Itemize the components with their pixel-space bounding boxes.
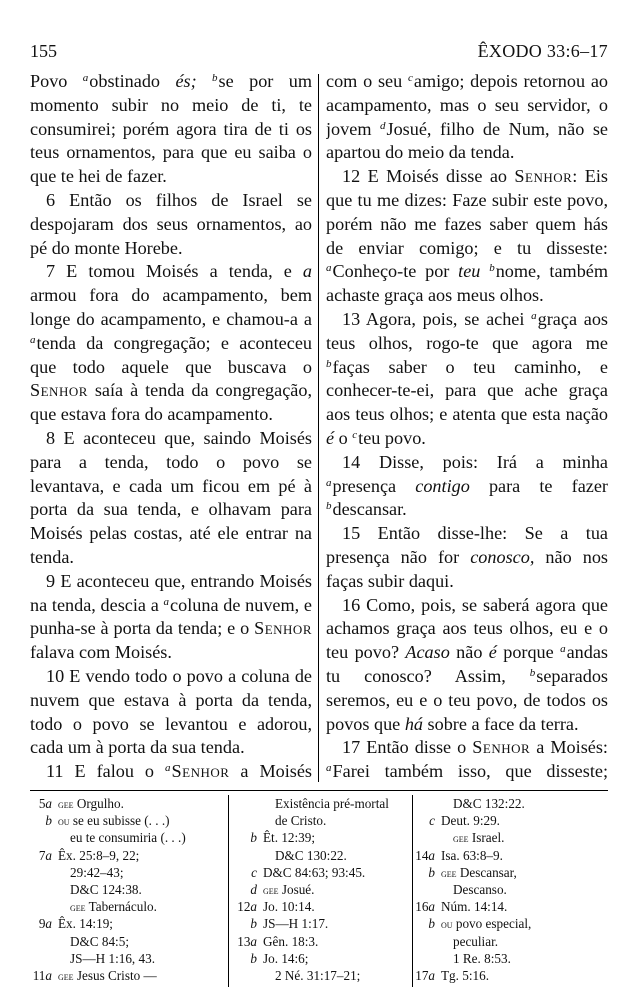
verse-text: é <box>326 427 335 448</box>
footnote-entry <box>235 864 425 881</box>
footnote-letter: b <box>428 864 435 880</box>
verse-paragraph <box>326 70 608 165</box>
verse-text: faças saber o teu caminho, e conhecer-te-ei, para que ache graça aos teus olhos; e atenta que esta nação <box>326 356 608 425</box>
verse-text: Povo <box>30 71 83 91</box>
verse-text: a Moisés: <box>530 737 608 758</box>
footnote-marker[interactable]: b <box>529 666 536 679</box>
footnote-marker[interactable]: a <box>82 72 89 84</box>
footnote-verse-number: 14 <box>415 847 429 863</box>
footnote-letter: b <box>250 950 257 966</box>
footnote-entry <box>413 915 608 932</box>
footnote-text[interactable]: Josué. <box>281 881 315 897</box>
column-divider <box>318 74 319 782</box>
footnote-text[interactable]: Existência pré-mortal <box>275 796 389 811</box>
verse-text: 6 Então os filhos de Israel se despojaram dos seus ornamentos, ao pé do monte Horebe. <box>30 189 312 258</box>
footnote-letter: b <box>250 916 257 932</box>
footnote-verse-number: 13 <box>237 933 251 949</box>
footnote-entry <box>30 847 226 864</box>
verse-text: obstinado <box>89 71 176 91</box>
footnote-entry <box>30 812 226 829</box>
footnote-marker[interactable]: b <box>326 357 332 370</box>
verse-text: amigo; depois retornou ao acampamento, mas o seu servidor, o jovem <box>326 71 608 139</box>
verse-text: graça aos teus olhos, rogo-te que agora me <box>326 308 608 353</box>
footnote-entry <box>30 829 226 846</box>
footnote-entry <box>413 881 608 898</box>
verse-text: falava com Moisés. <box>30 642 172 663</box>
footnotes <box>30 795 608 995</box>
footnote-text[interactable]: D&C 124:38. <box>70 881 142 897</box>
footnote-text[interactable]: Descansar, <box>459 864 517 880</box>
verse-text: 17 Então disse o <box>342 737 473 758</box>
verse-text: saía à tenda da congregação, que estava fora do acampamento. <box>30 380 312 425</box>
footnote-marker[interactable]: a <box>165 762 171 775</box>
scripture-page <box>30 0 608 1003</box>
verse-text: presença <box>332 475 416 496</box>
verse-paragraph <box>30 427 312 570</box>
footnote-guide-tag: gee <box>263 882 279 897</box>
verse-text: tenda da congregação; e aconteceu que todo aquele que buscava o <box>30 332 312 377</box>
footnote-entry <box>413 795 608 812</box>
footnote-text[interactable]: Êx. 25:8–9, 22; <box>58 847 140 863</box>
footnote-text[interactable]: Tabernáculo. <box>88 899 157 915</box>
footnote-text[interactable]: Orgulho. <box>76 796 124 811</box>
footnote-entry <box>413 864 608 881</box>
verse-text: és; <box>175 71 213 91</box>
footnote-label <box>237 933 257 950</box>
footnote-label <box>250 950 257 967</box>
footnote-text[interactable]: eu te consumiria (. . .) <box>70 830 186 846</box>
footnote-letter: a <box>45 967 52 983</box>
verse-text: conosco, <box>470 546 535 567</box>
footnote-marker[interactable]: c <box>352 428 358 441</box>
footnote-entry <box>235 967 425 984</box>
footnote-text[interactable]: de Cristo. <box>275 813 327 829</box>
footnote-text[interactable]: 1 Re. 8:53. <box>453 950 511 966</box>
footnote-divider <box>30 790 608 791</box>
footnote-marker[interactable]: a <box>531 309 537 322</box>
footnote-verse-number: 11 <box>32 967 46 983</box>
verse-text: armou fora do acampamento, bem longe do acampamento, e chamou-a a <box>30 285 312 329</box>
footnote-entry <box>235 950 425 967</box>
footnote-entry <box>235 898 425 915</box>
footnote-label <box>45 812 52 829</box>
verse-text: 13 Agora, pois, se achei <box>342 308 532 329</box>
footnote-column-divider <box>228 795 229 987</box>
verse-paragraph <box>326 522 608 593</box>
verse-text: 10 E vendo todo o povo a coluna de nuvem que estava à porta da tenda, todo o povo se levantou e adorou, cada um à porta da sua tenda. <box>30 665 312 758</box>
footnote-label <box>429 812 435 829</box>
footnote-text[interactable]: 2 Né. 31:17–21; <box>275 967 361 983</box>
footnote-text[interactable]: Jesus Cristo — <box>76 967 157 983</box>
footnote-letter: a <box>428 967 435 983</box>
footnote-label <box>250 829 257 846</box>
footnote-entry <box>235 915 425 932</box>
footnote-label <box>415 967 435 984</box>
verse-paragraph <box>326 594 608 737</box>
footnote-text[interactable]: Núm. 14:14. <box>441 899 508 915</box>
footnote-text[interactable]: Jo. 14:6; <box>263 950 309 966</box>
divine-name: Senhor <box>472 737 531 758</box>
footnote-entry <box>413 847 608 864</box>
verse-paragraph <box>30 189 312 260</box>
footnote-entry <box>30 898 226 915</box>
footnote-text[interactable]: Israel. <box>471 830 505 846</box>
footnote-text[interactable]: JS—H 1:16, 43. <box>70 950 155 966</box>
footnote-letter: c <box>429 813 435 829</box>
footnote-marker[interactable]: c <box>408 72 413 84</box>
verse-text: 14 Disse, pois: Irá a minha <box>342 451 608 472</box>
verse-text: porque <box>496 642 561 663</box>
divine-name: Senhor <box>514 166 573 187</box>
chapter-reference: ÊXODO 33:6–17 <box>477 41 608 61</box>
footnote-text[interactable]: se eu subisse (. . .) <box>72 813 170 829</box>
footnote-label <box>39 795 52 812</box>
footnote-text[interactable]: Tg. 5:16. <box>441 967 489 983</box>
footnote-entry <box>30 967 226 984</box>
footnote-entry <box>30 933 226 950</box>
verse-text: 9 E aconteceu que, entrando Moisés na tenda, descia a <box>30 570 312 615</box>
verse-paragraph <box>30 665 312 760</box>
footnote-label <box>33 967 52 984</box>
footnote-guide-tag: gee <box>58 968 74 983</box>
footnote-text[interactable]: povo especial, <box>455 916 532 932</box>
verse-paragraph <box>326 165 608 308</box>
verse-text: a <box>302 261 312 282</box>
footnote-letter: d <box>250 881 257 897</box>
footnote-column-2 <box>235 795 425 984</box>
footnote-marker[interactable]: b <box>489 262 495 275</box>
verse-text: a Moisés <box>229 761 312 782</box>
footnote-verse-number: 12 <box>237 899 251 915</box>
footnote-label <box>415 847 435 864</box>
footnote-marker[interactable]: a <box>326 476 332 489</box>
footnote-guide-tag: gee <box>70 900 86 915</box>
left-text-column <box>30 70 312 785</box>
verse-text: 11 E falou o <box>46 761 166 782</box>
footnote-text[interactable]: D&C 84:5; <box>70 933 129 949</box>
footnote-entry <box>30 864 226 881</box>
footnote-text[interactable]: Gên. 18:3. <box>263 933 319 949</box>
footnote-text[interactable]: D&C 130:22. <box>275 847 347 863</box>
footnote-verse-number: 9 <box>38 916 46 932</box>
footnote-text[interactable]: Jo. 10:14. <box>263 899 315 915</box>
verse-text: sobre a face da terra. <box>423 713 579 734</box>
footnote-letter: a <box>250 933 257 949</box>
verse-text: o <box>334 427 353 448</box>
footnote-entry <box>30 915 226 932</box>
footnote-text[interactable]: D&C 84:63; 93:45. <box>263 864 366 880</box>
verse-text: há <box>404 713 423 734</box>
footnote-marker[interactable]: a <box>30 333 36 346</box>
footnote-guide-tag: ou <box>58 814 70 829</box>
verse-text: separados seremos, eu e o teu povo, de todos os povos que <box>326 665 608 734</box>
verse-text: Conheço-te por <box>332 261 459 282</box>
footnote-entry <box>30 795 226 812</box>
footnote-entry <box>413 812 608 829</box>
footnote-label <box>237 898 257 915</box>
verse-text: 12 E Moisés disse ao <box>342 166 515 187</box>
divine-name: Senhor <box>171 761 230 782</box>
text-columns <box>30 70 608 785</box>
footnote-entry <box>235 933 425 950</box>
footnote-label <box>428 915 435 932</box>
footnote-column-3 <box>413 795 608 984</box>
divine-name: Senhor <box>254 618 312 639</box>
verse-paragraph <box>326 736 608 785</box>
footnote-text[interactable]: Deut. 9:29. <box>441 813 500 829</box>
footnote-entry <box>413 967 608 984</box>
footnote-guide-tag: gee <box>441 865 457 880</box>
footnote-entry <box>235 881 425 898</box>
footnote-marker[interactable]: a <box>163 595 170 608</box>
footnote-text[interactable]: Êt. 12:39; <box>263 830 316 846</box>
footnote-label <box>39 915 52 932</box>
verse-paragraph <box>30 260 312 427</box>
footnote-verse-number: 7 <box>38 847 46 863</box>
verse-text: para te fazer <box>469 475 608 496</box>
footnote-label <box>250 915 257 932</box>
verse-paragraph <box>30 760 312 785</box>
verse-text: Josué, filho de Num, não se apartou do meio da tenda. <box>326 118 608 163</box>
footnote-entry <box>235 829 425 846</box>
footnote-verse-number: 5 <box>38 796 46 811</box>
verse-text: 7 E tomou Moisés a tenda, e <box>46 261 303 282</box>
page-number: 155 <box>30 41 57 61</box>
verse-paragraph <box>30 570 312 665</box>
footnote-letter: c <box>251 864 257 880</box>
footnote-marker[interactable]: a <box>326 762 332 775</box>
footnote-text[interactable]: Êx. 14:19; <box>58 916 113 932</box>
footnote-entry <box>235 795 425 812</box>
footnote-entry <box>30 881 226 898</box>
verse-text: não <box>449 642 489 663</box>
verse-paragraph <box>326 451 608 522</box>
footnote-letter: b <box>428 916 435 932</box>
verse-text: com o seu <box>326 71 408 91</box>
right-text-column <box>326 70 608 785</box>
verse-text: contigo <box>415 475 470 496</box>
footnote-letter: a <box>45 916 52 932</box>
footnote-marker[interactable]: a <box>326 262 332 275</box>
footnote-entry <box>235 847 425 864</box>
footnote-text[interactable]: Isa. 63:8–9. <box>441 847 503 863</box>
verse-text: Acaso <box>405 642 450 663</box>
footnote-verse-number: 17 <box>415 967 429 983</box>
footnote-guide-tag: ou <box>441 917 453 932</box>
verse-text: 15 Então disse-lhe: Se a tua presença não for <box>326 523 608 567</box>
footnote-entry <box>30 950 226 967</box>
footnote-text[interactable]: 29:42–43; <box>70 864 124 880</box>
verse-text: : Eis que tu me dizes: Faze subir este povo, porém não me fazes saber quem hás de enviar comigo; e tu disseste: <box>326 166 608 258</box>
verse-text: nome, também achaste graça aos meus olhos. <box>326 261 608 306</box>
footnote-letter: a <box>250 899 257 915</box>
verse-text: descansar. <box>332 499 407 520</box>
footnote-letter: b <box>250 830 257 846</box>
verse-text <box>480 261 489 281</box>
footnote-entry <box>413 829 608 846</box>
footnote-text[interactable]: peculiar. <box>453 933 499 949</box>
verse-text: coluna de nuvem, e punha-se à porta da tenda; e o <box>30 594 312 639</box>
footnote-letter: a <box>428 899 435 915</box>
footnote-label <box>250 881 257 898</box>
footnote-entry <box>235 812 425 829</box>
page-header <box>30 38 608 64</box>
footnote-label <box>39 847 52 864</box>
footnote-text[interactable]: D&C 132:22. <box>453 796 525 811</box>
footnote-marker[interactable]: a <box>560 643 566 656</box>
footnote-label <box>428 864 435 881</box>
footnote-text[interactable]: Descanso. <box>453 881 507 897</box>
verse-text: Farei também isso, que disseste; <box>332 761 608 782</box>
footnote-entry <box>413 898 608 915</box>
footnote-label <box>415 898 435 915</box>
verse-text: teu povo. <box>358 427 426 448</box>
footnote-letter: a <box>428 847 435 863</box>
footnote-verse-number: 16 <box>415 899 429 915</box>
footnote-marker[interactable]: b <box>326 500 332 513</box>
footnote-entry <box>413 933 608 950</box>
verse-text: não nos faças subir daqui. <box>326 546 608 591</box>
verse-paragraph <box>326 308 608 451</box>
footnote-letter: a <box>45 847 52 863</box>
verse-text: teu <box>458 261 481 282</box>
divine-name: Senhor <box>30 380 88 401</box>
verse-text: se por um momento subir no meio de ti, te consumirei; porém agora tira de ti os teus ornamentos, para que eu saiba o que te hei de fazer. <box>30 71 312 187</box>
footnote-letter: b <box>45 813 52 829</box>
footnote-label <box>251 864 257 881</box>
footnote-guide-tag: gee <box>58 797 74 811</box>
footnote-entry <box>413 950 608 967</box>
verse-text: é <box>488 642 497 663</box>
verse-paragraph <box>30 70 312 189</box>
verse-text: 8 E aconteceu que, saindo Moisés para a tenda, todo o povo se levantava, e cada um ficou em pé à porta da sua tenda, e olhavam para Moisés pelas costas, até ele entrar na tenda. <box>30 427 312 567</box>
footnote-letter: a <box>45 796 52 811</box>
footnote-column-1 <box>30 795 226 984</box>
verse-text: 16 Como, pois, se saberá agora que achamos graça aos teus olhos, eu e o teu povo? <box>326 594 608 663</box>
footnote-marker[interactable]: d <box>380 119 386 132</box>
footnote-marker[interactable]: b <box>212 72 218 84</box>
verse-text: andas tu conosco? Assim, <box>326 642 608 686</box>
footnote-guide-tag: gee <box>453 831 469 846</box>
footnote-text[interactable]: JS—H 1:17. <box>263 916 329 932</box>
